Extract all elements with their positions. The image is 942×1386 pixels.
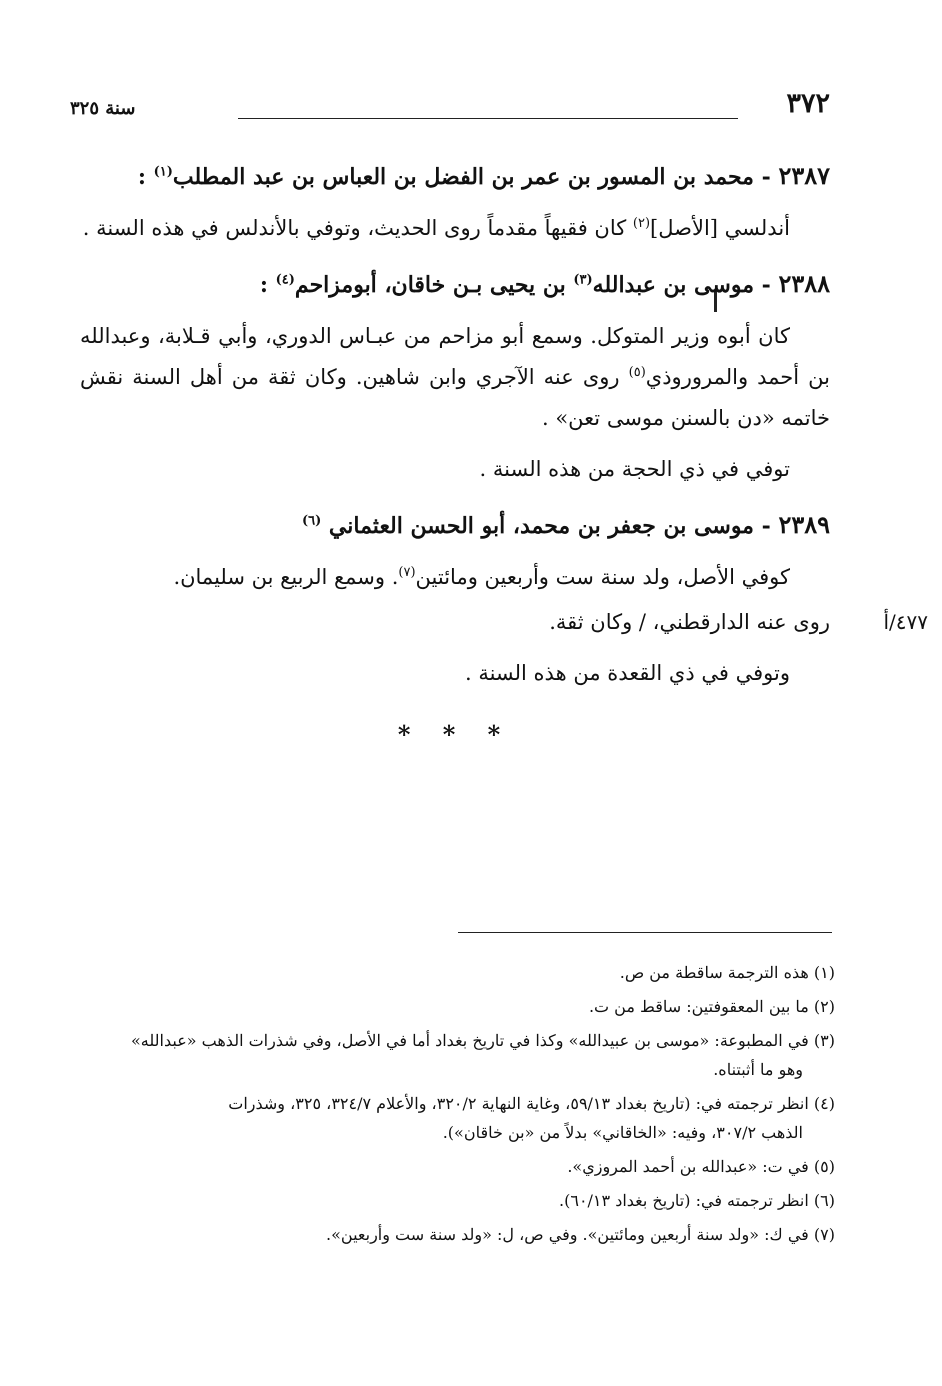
manuscript-folio-ref: ٤٧٧/أ: [883, 610, 928, 634]
entry-heading: ٢٣٨٧ - محمد بن المسور بن عمر بن الفضل بن العباس بن عبد المطلب$^{(١)}$ :: [137, 161, 830, 190]
footnotes: [80, 958, 835, 1254]
running-header: [70, 88, 830, 128]
year-label: سنة ٣٢٥: [70, 98, 136, 119]
footnote: (٧) في ك: «ولد سنة أربعين ومائتين». وفي ص، ل: «ولد سنة ست وأربعين».: [326, 1225, 835, 1244]
footnote: (٢) ما بين المعقوفتين: ساقط من ت.: [588, 997, 835, 1016]
header-rule: [238, 118, 738, 119]
footnote: (٣) في المطبوعة: «موسى بن عبيدالله» وكذا في تاريخ بغداد أما في الأصل، وفي شذرات الذهب «عبدالله» وهو ما أثبتناه.: [131, 1031, 835, 1079]
entry-heading: ٢٣٨٩ - موسى بن جعفر بن محمد، أبو الحسن العثماني $^{(٦)}$: [301, 510, 830, 539]
entry-paragraph: كان أبوه وزير المتوكل. وسمع أبو مزاحم من عبـاس الدوري، وأبي قـلابة، وعبدالله بن أحمد والمروروذي$^{(٥)}$ روى عنه الآجري وابن شاهين. وكان ثقة من أهل السنة نقش خاتمه «دن بالسنن موسى تعن» .: [80, 324, 830, 430]
footnote: (٦) انظر ترجمته في: (تاريخ بغداد ٦٠/١٣).: [559, 1191, 835, 1210]
footnote-rule: [458, 932, 832, 933]
entry-paragraph: كوفي الأصل، ولد سنة ست وأربعين ومائتين$^{(٧)}$. وسمع الربيع بن سليمان.: [173, 565, 790, 589]
entry-heading: ٢٣٨٨ - موسى بن عبدالله$^{(٣)}$ بن يحيى بـن خاقان، أبومزاحم$^{(٤)}$ :: [259, 269, 830, 298]
entry-paragraph: ٤٧٧/أ روى عنه الدارقطني، / وكان ثقة.: [80, 602, 830, 643]
section-separator: * * *: [397, 720, 513, 749]
entry-paragraph: توفي في ذي الحجة من هذه السنة .: [479, 457, 790, 481]
entry-paragraph: أندلسي [الأصل]$^{(٢)}$ كان فقيهاً مقدماً روى الحديث، وتوفي بالأندلس في هذه السنة .: [82, 216, 790, 240]
page-number: ٣٧٢: [786, 88, 830, 119]
main-text: [80, 155, 928, 755]
entry-paragraph: وتوفي في ذي القعدة من هذه السنة .: [464, 661, 790, 685]
footnote: (٥) في ت: «عبدالله بن أحمد المروزي».: [567, 1157, 835, 1176]
footnote: (١) هذه الترجمة ساقطة من ص.: [619, 963, 835, 982]
footnote: (٤) انظر ترجمته في: (تاريخ بغداد ٥٩/١٣، وغاية النهاية ٣٢٠/٢، والأعلام ٣٢٤/٧، ٣٢٥، وشذرات الذهب ٣٠٧/٢، وفيه: «الخاقاني» بدلاً من «بن خاقان»).: [228, 1094, 835, 1142]
